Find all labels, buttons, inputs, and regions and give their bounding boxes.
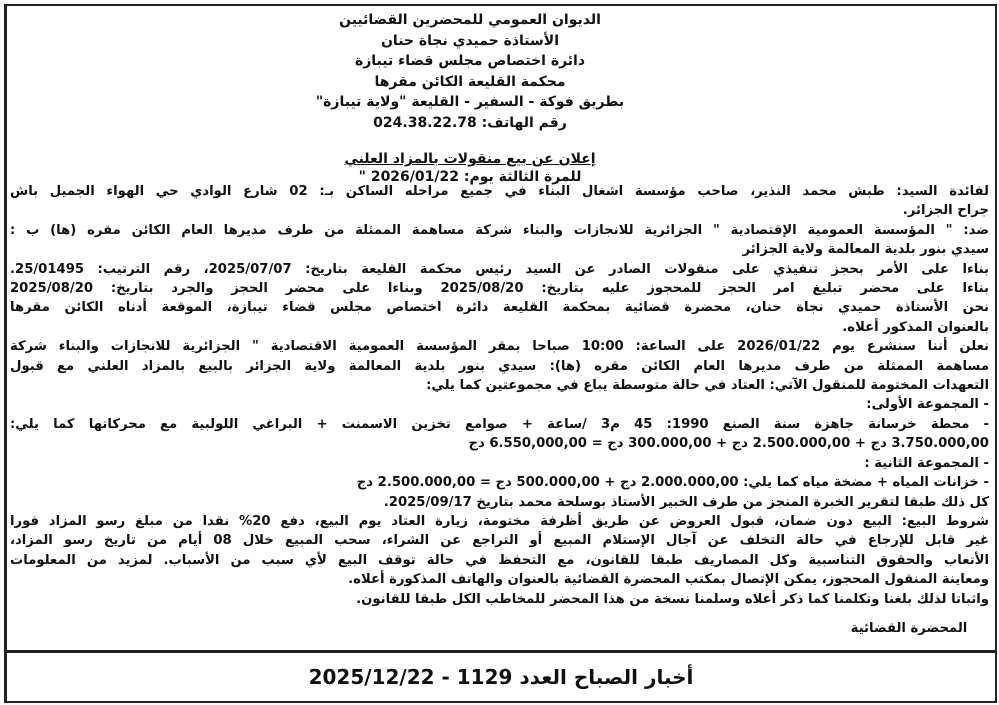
body-line: غير قابل للإرجاع في حالة التخلف عن آجال الإستلام المبيع أو التراجع عن الشراء، سحب المبيع خلال 08 أيام من تاريخ رسو المزاد، xyxy=(10,533,989,549)
body-line: نحن الأستاذة حميدي نجاة حنان، محضرة قضائية بمحكمة القليعة دائرة اختصاص مجلس قضاء تيبازة، الموقعة أدناه الكائن مقرها xyxy=(10,300,989,316)
body-line: كل ذلك طبقا لتقرير الخبرة المنجز من طرف الخبير الأستاذ بوسلحة محمد بتاريخ 2025/09/17. xyxy=(383,494,989,510)
body-line: ضد: " المؤسسة العمومية الإقتصادية " الجزائرية للانجازات والبناء شركة مساهمة الممثلة من طرف مديرها العام الكائن مقره (ها) ب : xyxy=(10,222,989,238)
bailiff-header xyxy=(290,10,650,133)
body-line: نعلن أننا سنشرع يوم 2026/01/22 على الساعة: 10:00 صباحا بمقر المؤسسة العمومية الاقتصادية " الجزائرية للانجازات والبناء شركة xyxy=(10,339,989,355)
body-line: بناءا على الأمر بحجز تنفيذي على منقولات الصادر عن السيد رئيس محكمة القليعة بتاريخ: 2025/07/07، رقم الترتيب: 25/01495. xyxy=(10,261,989,277)
body-line: - خزانات المياه + مضخة مياه كما يلي: 2.000.000,00 دج + 500.000,00 دج = 2.500.000,00 دج xyxy=(356,475,989,491)
body-line: سيدي بنور بلدية المعالمة ولاية الجزائر xyxy=(742,242,989,258)
header-line: الأستاذة حميدي نجاة حنان xyxy=(380,32,560,49)
body-line: شروط البيع: البيع دون ضمان، قبول العروض عن طريق أظرفة مختومة، زيارة العتاد يوم البيع، دفع 20% نقدا من مبلغ رسو المزاد فورا xyxy=(10,513,989,529)
notice-title xyxy=(300,150,640,186)
header-line: محكمة القليعة الكائن مقرها xyxy=(374,73,566,90)
body-line: مساهمة الممثلة من طرف مديرها العام الكائن مقره (ها): سيدي بنور بلدية المعالمة ولاية الجزائر بالبيع بالمزاد العلني مع قبول xyxy=(10,358,989,374)
newspaper-footer xyxy=(4,650,997,703)
body-line: 3.750.000,00 دج + 2.500.000,00 دج + 300.000,00 دج = 6.550,000,00 دج xyxy=(468,436,989,452)
header-line: بطريق فوكة - السفير - القليعة "ولاية تيبازة" xyxy=(315,94,625,110)
title-sub: للمرة الثالثة يوم: 2026/01/22 " xyxy=(358,169,582,185)
body-line: واثباتا لذلك بلغنا وتكلمنا كما ذكر أعلاه وسلمنا نسخة من هذا المحضر للمخاطب الكل طبقا للقانون. xyxy=(356,591,989,607)
body-line: جراح الجزائر. xyxy=(902,203,989,219)
signature: المحضرة القضائية xyxy=(850,620,968,636)
header-line: الديوان العمومي للمحضرين القضائيين xyxy=(339,12,601,28)
header-line: دائرة اختصاص مجلس قضاء تيبازة xyxy=(354,53,586,69)
body-line: - محطة خرسانة جاهزة سنة الصنع 1990: 45 م3 /ساعة + صوامع تخزين الاسمنت + البراغي اللولبية مع محركاتها كما يلي: xyxy=(10,416,989,432)
body-line: بالعنوان المذكور أعلاه. xyxy=(842,319,989,335)
footer-text: أخبار الصباح العدد 1129 - 2025/12/22 xyxy=(308,665,694,689)
body-line: الأتعاب والحقوق التناسبية وكل المصاريف طبقا للقانون، مع التحفظ في حالة توقف البيع لأي سبب من الأسباب. لمزيد من المعلومات xyxy=(10,552,989,568)
body-line: بناءا على محضر تبليغ امر الحجز للمحجوز عليه بتاريخ: 2025/08/20 وبناءا على محضر الحجز والجرد بتاريخ: 2025/08/20 xyxy=(10,281,989,297)
title-main: إعلان عن بيع منقولات بالمزاد العلني xyxy=(344,151,596,167)
body-line: ومعاينة المنقول المحجوز، يمكن الإتصال بمكتب المحضرة القضائية بالعنوان والهاتف المذكورة أعلاه. xyxy=(348,572,989,588)
header-line: رقم الهاتف: 024.38.22.78 xyxy=(373,114,567,131)
notice-body xyxy=(10,182,989,638)
body-line: لفائدة السيد: طبش محمد النذير، صاحب مؤسسة اشغال البناء في جميع مراحله الساكن بـ: 02 شارع الوادي حي الهواء الجميل باش xyxy=(10,184,989,199)
body-line: التعهدات المختومة للمنقول الآتي: العتاد في حالة متوسطة يباع في مجموعتين كما يلي: xyxy=(426,378,989,394)
body-line: - المجموعة الأولى: xyxy=(866,397,989,413)
body-line: - المجموعة الثانية : xyxy=(864,455,989,471)
